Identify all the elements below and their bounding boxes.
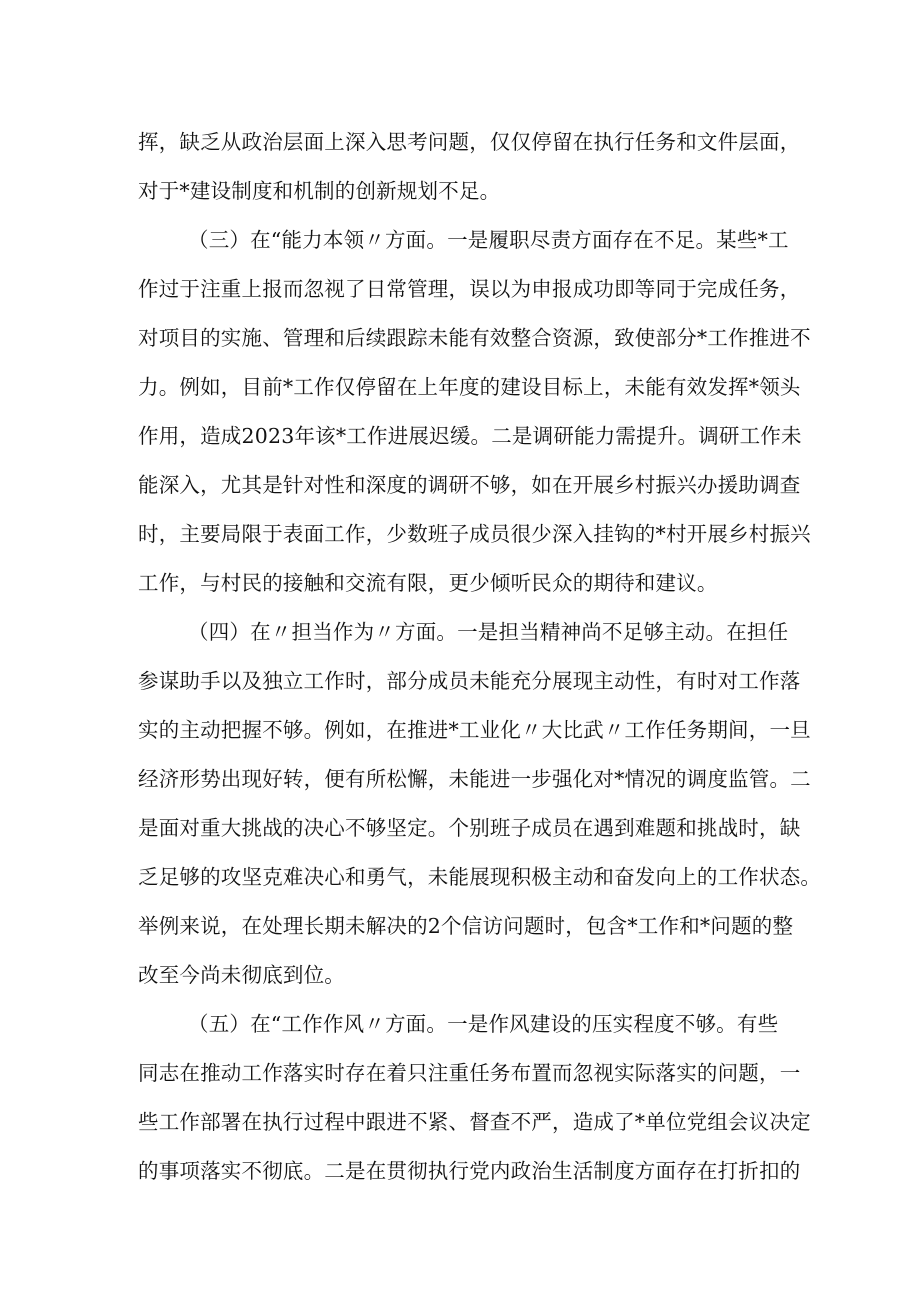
section-heading-line: （五）在“工作作风〃方面。一是作风建设的压实程度不够。有些 bbox=[188, 1012, 779, 1036]
text-line: 同志在推动工作落实时存在着只注重任务布置而忽视实际落实的问题，一 bbox=[138, 1061, 801, 1085]
section-heading-line: （四）在〃担当作为〃方面。一是担当精神尚不足够主动。在担任 bbox=[188, 620, 789, 644]
text-line: 改至今尚未彻底到位。 bbox=[138, 963, 345, 987]
text-line: 实的主动把握不够。例如，在推进*工业化〃大比武〃工作任务期间，一旦 bbox=[138, 718, 811, 742]
text-line: 力。例如，目前*工作仅停留在上年度的建设目标上，未能有效发挥*领头 bbox=[138, 375, 801, 399]
section-heading-line: （三）在“能力本领〃方面。一是履职尽责方面存在不足。某些*工 bbox=[188, 228, 789, 252]
text-line: 经济形势出现好转，便有所松懈，未能进一步强化对*情况的调度监管。二 bbox=[138, 767, 811, 791]
text-line: 挥，缺乏从政治层面上深入思考问题，仅仅停留在执行任务和文件层面， bbox=[138, 130, 801, 154]
text-line: 是面对重大挑战的决心不够坚定。个别班子成员在遇到难题和挑战时，缺 bbox=[138, 816, 801, 840]
text-line: 对项目的实施、管理和后续跟踪未能有效整合资源，致使部分*工作推进不 bbox=[138, 326, 811, 350]
text-line: 能深入，尤其是针对性和深度的调研不够，如在开展乡村振兴办援助调查 bbox=[138, 473, 801, 497]
text-line: 些工作部署在执行过程中跟进不紧、督查不严，造成了*单位党组会议决定 bbox=[138, 1110, 811, 1134]
text-line: 工作，与村民的接触和交流有限，更少倾听民众的期待和建议。 bbox=[138, 571, 718, 595]
text-line: 乏足够的攻坚克难决心和勇气，未能展现积极主动和奋发向上的工作状态。 bbox=[138, 865, 822, 889]
text-line: 作用，造成2023年该*工作进展迟缓。二是调研能力需提升。调研工作未 bbox=[138, 424, 802, 448]
text-line: 时，主要局限于表面工作，少数班子成员很少深入挂钩的*村开展乡村振兴 bbox=[138, 522, 811, 546]
text-line: 参谋助手以及独立工作时，部分成员未能充分展现主动性，有时对工作落 bbox=[138, 669, 801, 693]
text-line: 作过于注重上报而忽视了日常管理，误以为申报成功即等同于完成任务， bbox=[138, 277, 801, 301]
text-line: 对于*建设制度和机制的创新规划不足。 bbox=[138, 179, 501, 203]
text-line: 的事项落实不彻底。二是在贯彻执行党内政治生活制度方面存在打折扣的 bbox=[138, 1159, 801, 1183]
text-line: 举例来说，在处理长期未解决的2个信访问题时，包含*工作和*问题的整 bbox=[138, 914, 794, 938]
